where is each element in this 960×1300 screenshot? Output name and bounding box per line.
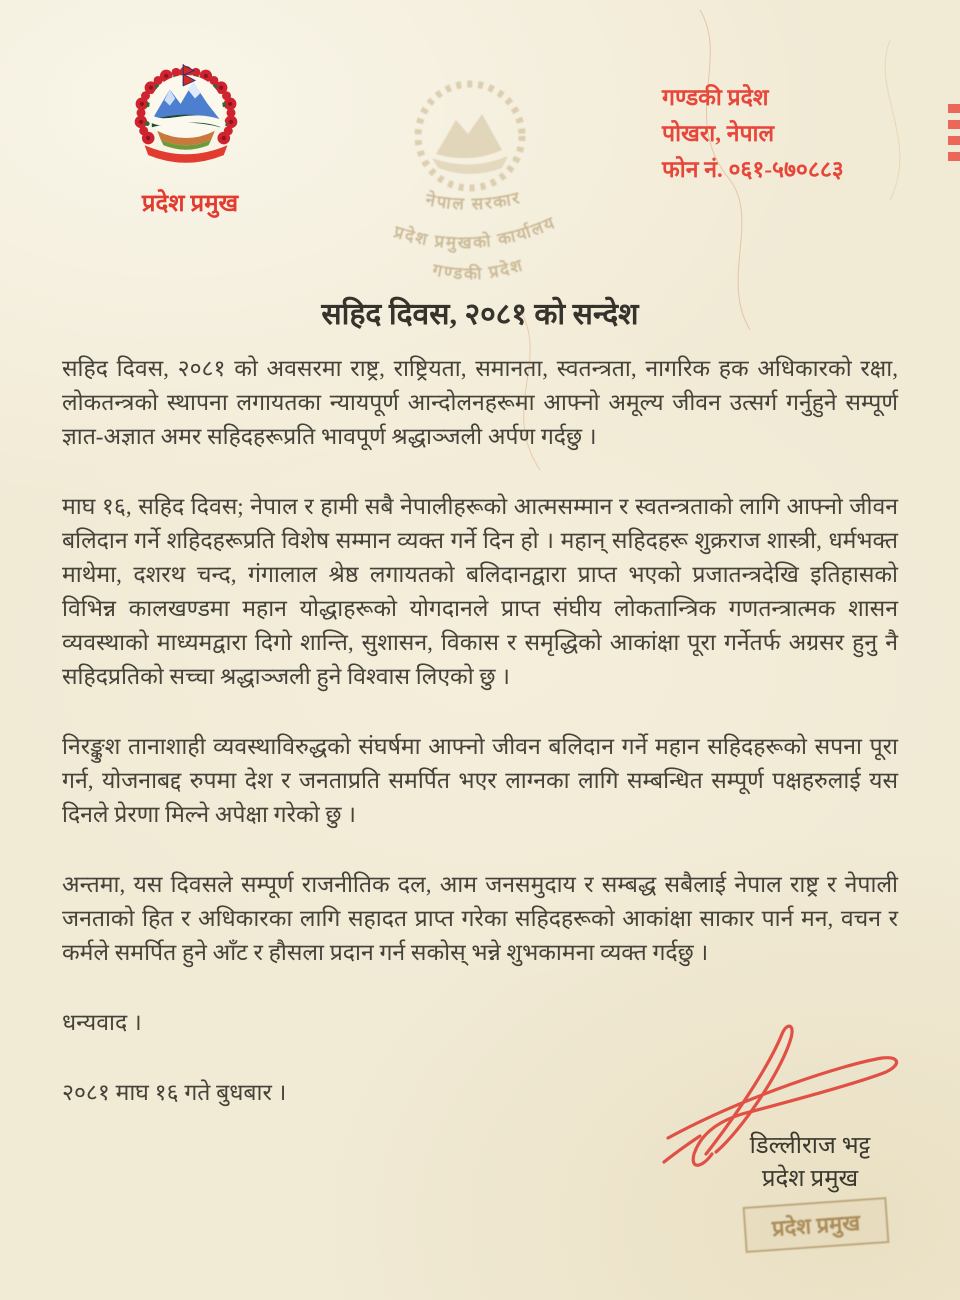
stamp-line-office: प्रदेश प्रमुखको कार्यालय xyxy=(391,212,559,253)
date-line: २०८१ माघ १६ गते बुधबार । xyxy=(62,1080,287,1105)
emblem-khada-band xyxy=(150,118,222,123)
nepal-emblem-icon xyxy=(132,64,240,168)
letter-title: सहिद दिवस, २०८१ को सन्देश xyxy=(321,298,639,331)
scan-edge-ink-mark xyxy=(948,104,960,168)
faded-office-stamp xyxy=(352,68,592,298)
svg-text:नेपाल सरकार xyxy=(423,188,523,214)
contact-city: पोखरा, नेपाल xyxy=(662,121,775,146)
signer-name: डिल्लीराज भट्ट xyxy=(749,1133,871,1159)
designation-stamp xyxy=(743,1197,890,1253)
letterhead-office-label: प्रदेश प्रमुख xyxy=(141,191,239,217)
paragraph-1: सहिद दिवस, २०८१ को अवसरमा राष्ट्र, राष्ट्रियता, समानता, स्वतन्त्रता, नागरिक हक अधिकारको रक्षा, लोकतन्त्रको स्थापना लगायतका न्यायपूर्ण आन्दोलनहरूमा आफ्नो अमूल्य जीवन उत्सर्ग गर्नुहुने सम्पूर्ण ज्ञात-अज्ञात अमर सहिदहरूप्रति भावपूर्ण श्रद्धाञ्जली अर्पण गर्दछु । xyxy=(62,356,898,449)
paragraph-4: अन्तमा, यस दिवसले सम्पूर्ण राजनीतिक दल, आम जनसमुदाय र सम्बद्ध सबैलाई नेपाल राष्ट्र र नेपाली जनताको हित र अधिकारका लागि सहादत प्राप्त गरेका सहिदहरूको आकांक्षा साकार पार्न मन, वचन र कर्मले समर्पित हुने आँट र हौसला प्रदान गर्न सकोस् भन्ने शुभकामना व्यक्त गर्दछु । xyxy=(62,872,898,965)
paragraph-3: निरङ्कुश तानाशाही व्यवस्थाविरुद्धको संघर्षमा आफ्नो जीवन बलिदान गर्ने महान सहिदहरूको सपना पूरा गर्न, योजनाबद्द रुपमा देश र जनताप्रति समर्पित भएर लाग्नका लागि सम्बन्धित सम्पूर्ण पक्षहरुलाई यस दिनले प्रेरणा मिल्ने अपेक्षा गरेको छु । xyxy=(62,734,898,827)
svg-text:गण्डकी प्रदेश xyxy=(430,255,526,283)
thanks-line: धन्यवाद । xyxy=(62,1010,142,1035)
svg-text:प्रदेश प्रमुखको कार्यालय xyxy=(391,213,559,254)
designation-stamp-text: प्रदेश प्रमुख xyxy=(771,1209,861,1242)
signer-designation: प्रदेश प्रमुख xyxy=(761,1166,859,1192)
letterhead-contact-block xyxy=(662,80,942,188)
stamp-line-province: गण्डकी प्रदेश xyxy=(430,255,527,284)
contact-phone: फोन नं. ०६१-५७०८८३ xyxy=(662,157,844,182)
signature-block xyxy=(690,1130,930,1196)
contact-province: गण्डकी प्रदेश xyxy=(662,85,769,110)
paragraph-2: माघ १६, सहिद दिवस; नेपाल र हामी सबै नेपालीहरूको आत्मसम्मान र स्वतन्त्रताको लागि आफ्नो जीवन बलिदान गर्ने शहिदहरूप्रति विशेष सम्मान व्यक्त गर्ने दिन हो । महान् सहिदहरू शुक्रराज शास्त्री, धर्मभक्त माथेमा, दशरथ चन्द, गंगालाल श्रेष्ठ लगायतको बलिदानद्वारा प्राप्त भएको प्रजातन्त्रदेखि इतिहासको विभिन्न कालखण्डमा महान योद्धाहरूको योगदानले प्राप्त संघीय लोकतान्त्रिक गणतन्त्रात्मक शासन व्यवस्थाको माध्यमद्वारा दिगो शान्ति, सुशासन, विकास र समृद्धिको आकांक्षा पूरा गर्नेतर्फ अग्रसर हुनु नै सहिदप्रतिको सच्चा श्रद्धाञ्जली हुने विश्वास लिएको छु । xyxy=(62,494,898,689)
stamp-line-government: नेपाल सरकार xyxy=(424,187,524,214)
